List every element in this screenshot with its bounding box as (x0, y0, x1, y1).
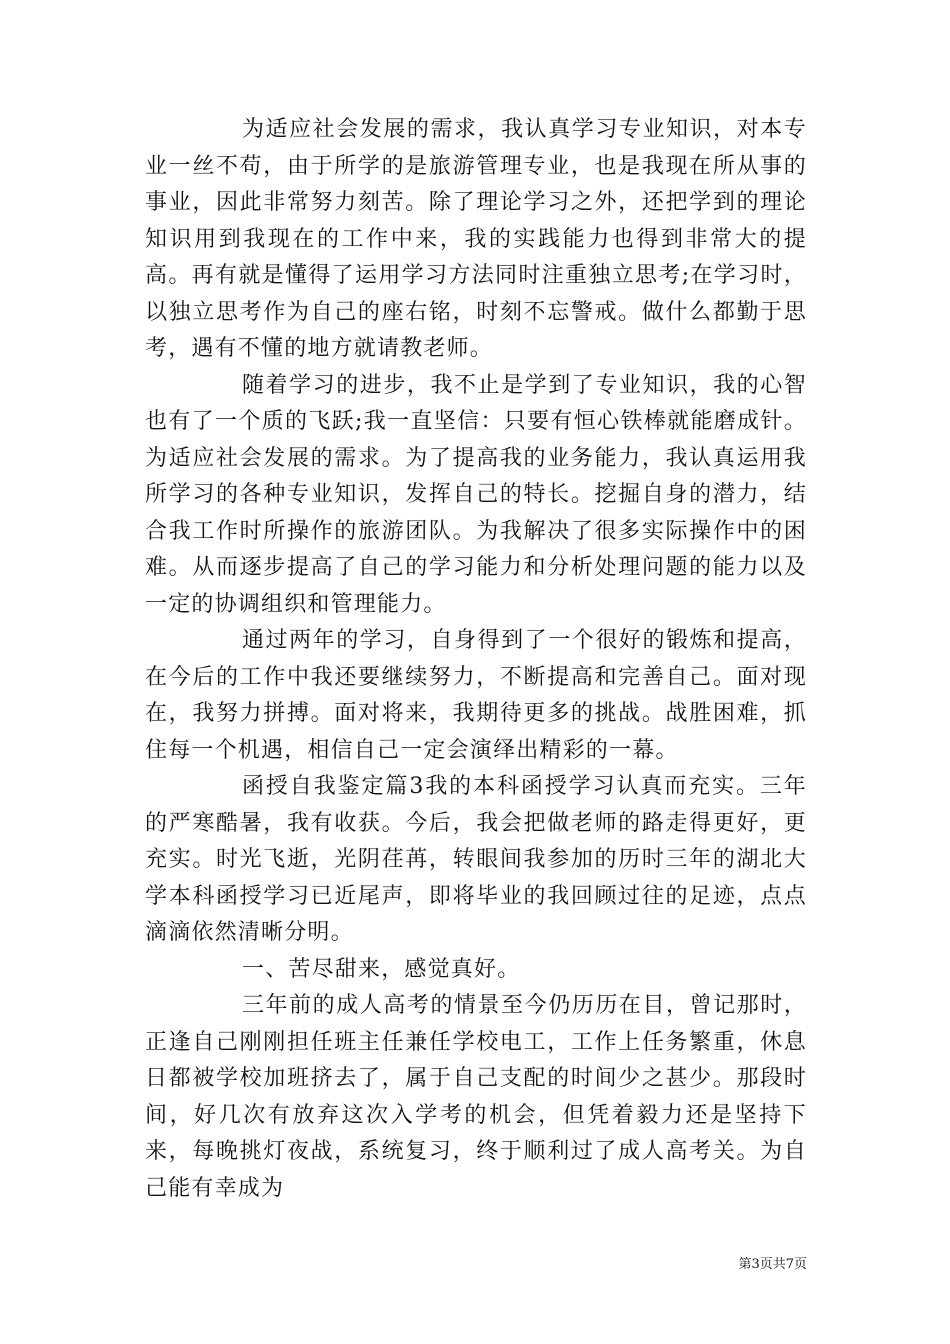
paragraph-2: 随着学习的进步，我不止是学到了专业知识，我的心智也有了一个质的飞跃;我一直坚信：只要有恒心铁棒就能磨成针。为适应社会发展的需求。为了提高我的业务能力，我认真运用我所学习的各种专业知识，发挥自己的特长。挖掘自身的潜力，结合我工作时所操作的旅游团队。为我解决了很多实际操作中的困难。从而逐步提高了自己的学习能力和分析处理问题的能力以及一定的协调组织和管理能力。 (145, 372, 807, 617)
paragraph-4: 函授自我鉴定篇3我的本科函授学习认真而充实。三年的严寒酷暑，我有收获。今后，我会把做老师的路走得更好，更充实。时光飞逝，光阴荏苒，转眼间我参加的历时三年的湖北大学本科函授学习已近尾声，即将毕业的我回顾过往的足迹，点点滴滴依然清晰分明。 (145, 774, 807, 945)
paragraph-1: 为适应社会发展的需求，我认真学习专业知识，对本专业一丝不苟，由于所学的是旅游管理专业，也是我现在所从事的事业，因此非常努力刻苦。除了理论学习之外，还把学到的理论知识用到我现在的工作中来，我的实践能力也得到非常大的提高。再有就是懂得了运用学习方法同时注重独立思考;在学习时，以独立思考作为自己的座右铭，时刻不忘警戒。做什么都勤于思考，遇有不懂的地方就请教老师。 (145, 117, 807, 361)
paragraph-5: 三年前的成人高考的情景至今仍历历在目，曾记那时，正逢自己刚刚担任班主任兼任学校电工，工作上任务繁重，休息日都被学校加班挤去了，属于自己支配的时间少之甚少。那段时间，好几次有放弃这次入学考的机会，但凭着毅力还是坚持下来，每晚挑灯夜战，系统复习，终于顺利过了成人高考关。为自己能有幸成为 (145, 993, 807, 1201)
paragraph-3: 通过两年的学习，自身得到了一个很好的锻炼和提高，在今后的工作中我还要继续努力，不断提高和完善自己。面对现在，我努力拼搏。面对将来，我期待更多的挑战。战胜困难，抓住每一个机遇，相信自己一定会演绎出精彩的一幕。 (145, 628, 807, 763)
document-body (145, 112, 807, 1207)
page-number: 第3页共7页 (738, 1257, 807, 1272)
section-heading: 一、苦尽甜来，感觉真好。 (242, 956, 521, 982)
